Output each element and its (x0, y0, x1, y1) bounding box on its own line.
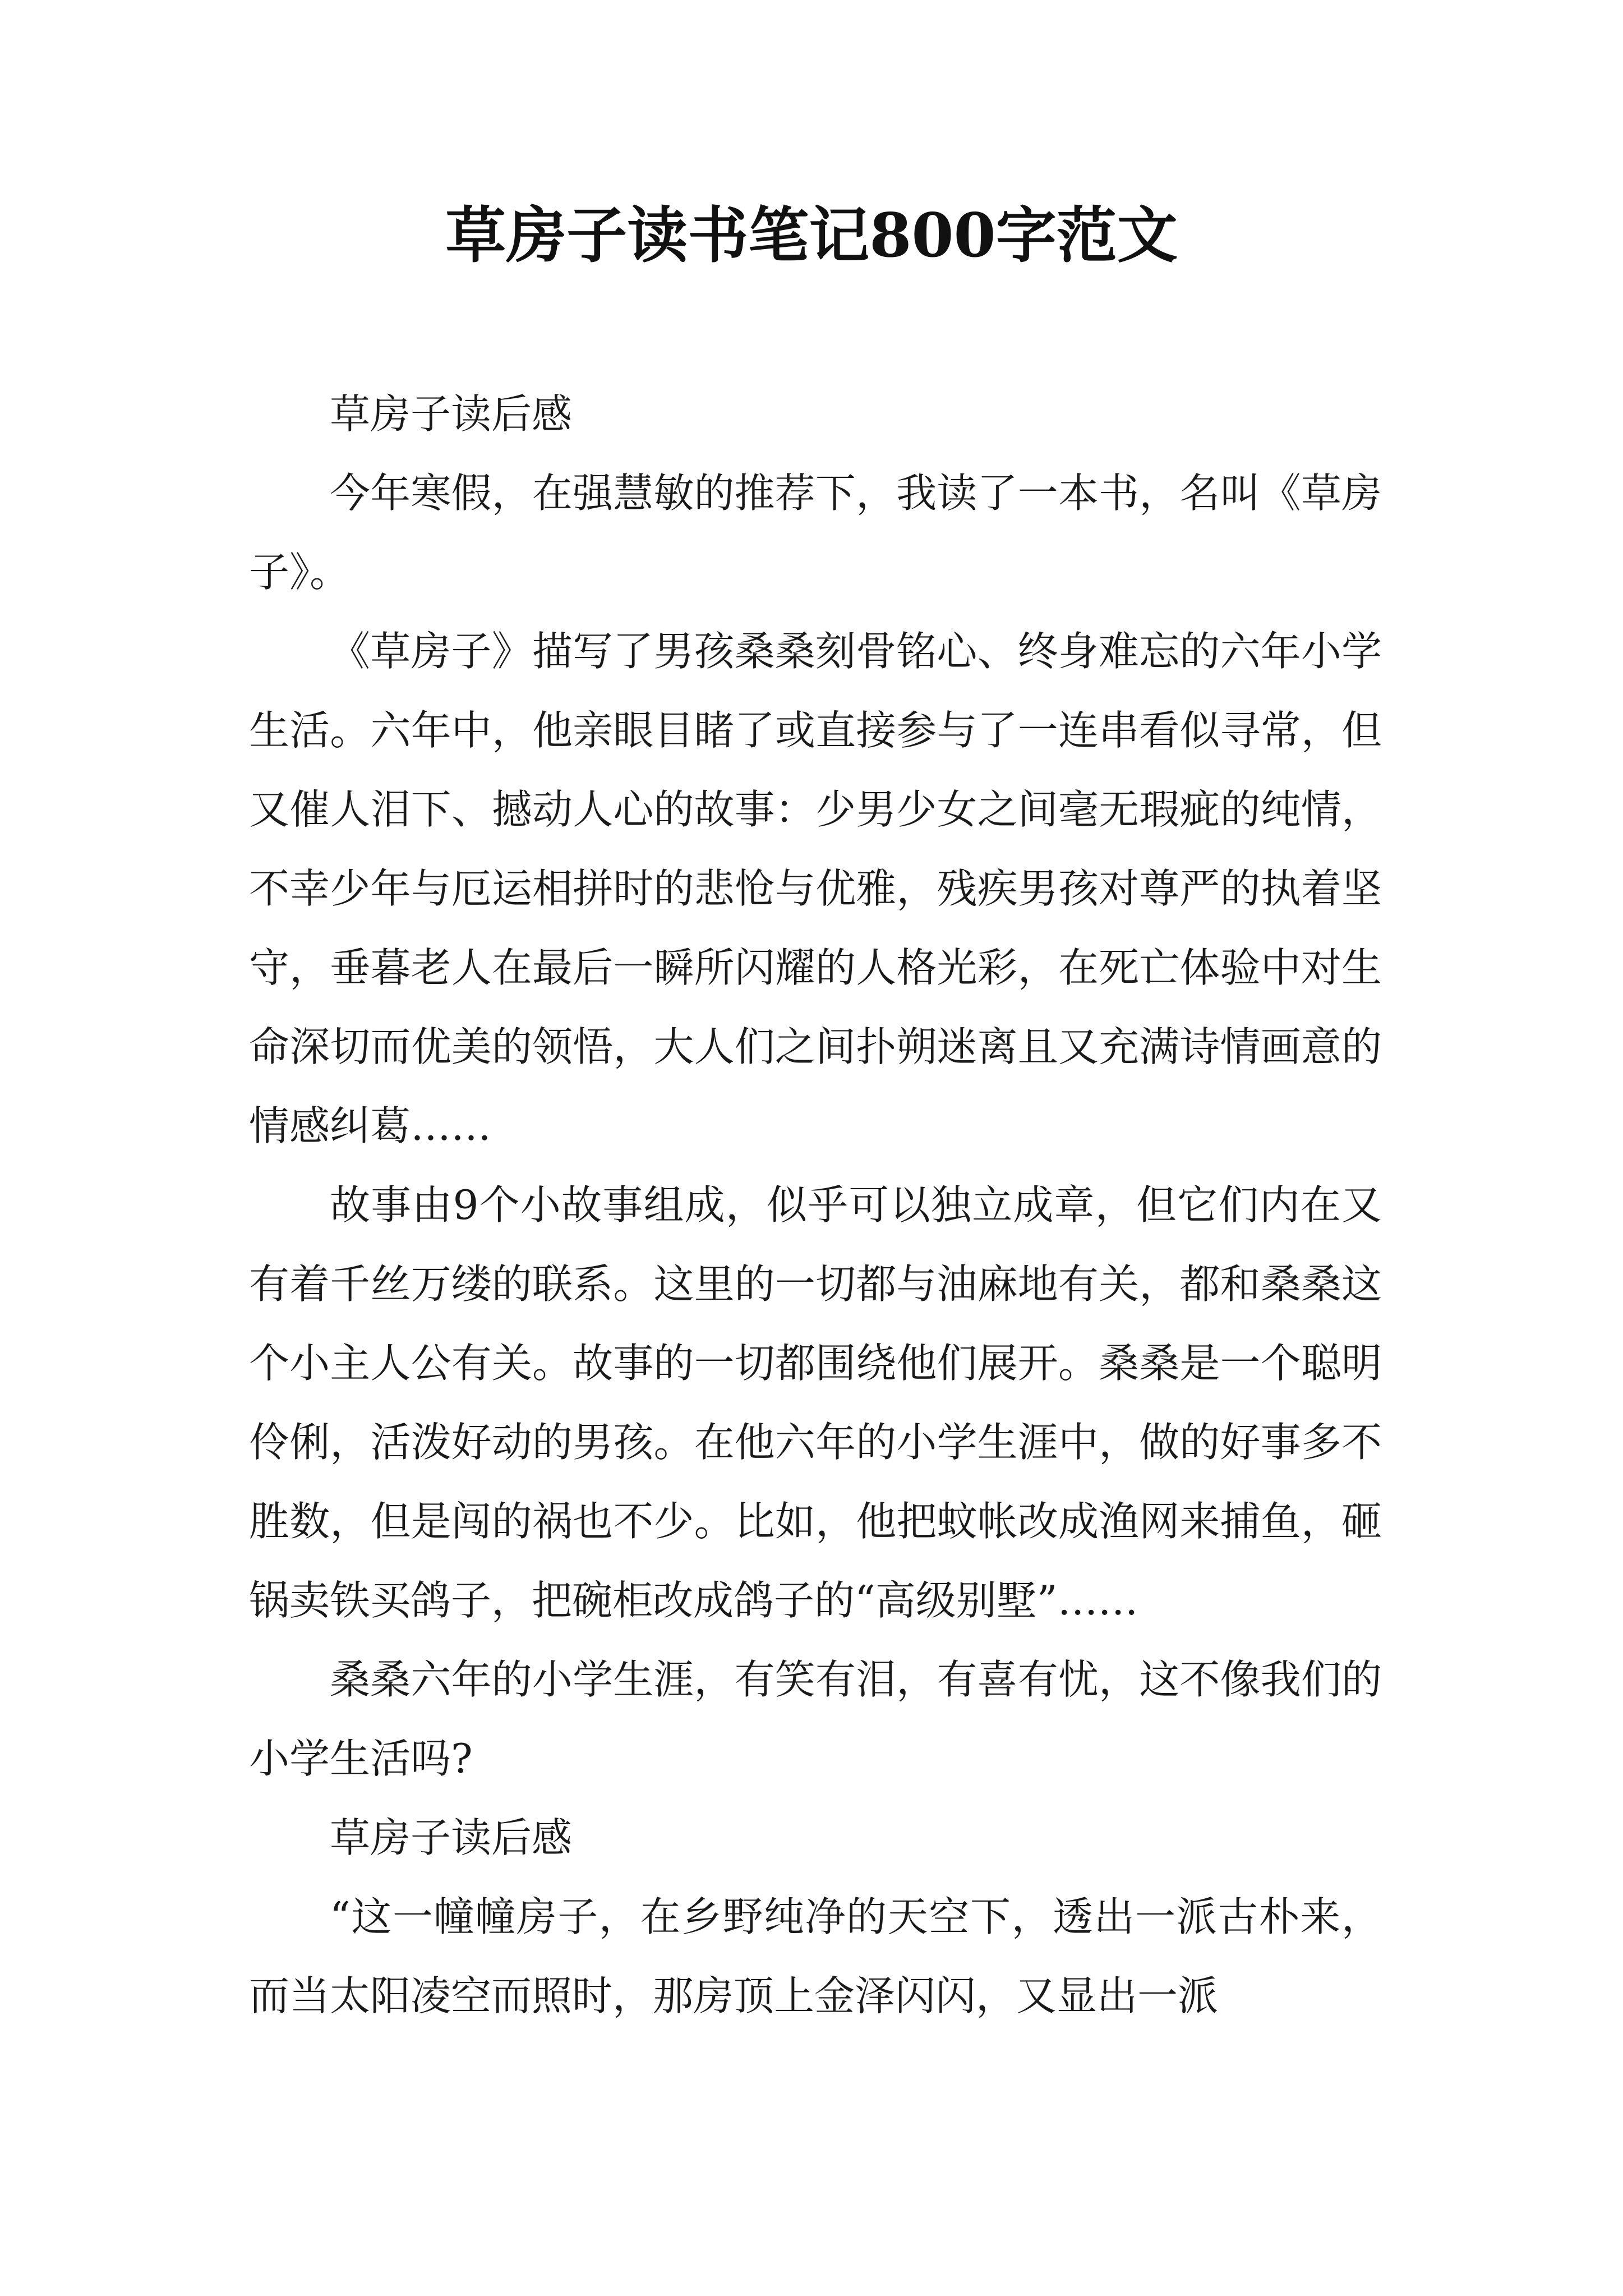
section-heading: 草房子读后感 (330, 1814, 573, 1861)
paragraph: 《草房子》描写了男孩桑桑刻骨铭心、终身难忘的六年小学生活。六年中，他亲眼目睹了或直接参与了一连串看似寻常，但又催人泪下、撼动人心的故事：少男少女之间毫无瑕疵的纯情，不幸少年与厄运相拼时的悲怆与优雅，残疾男孩对尊严的执着坚守，垂暮老人在最后一瞬所闪耀的人格光彩，在死亡体验中对生命深切而优美的领悟，大人们之间扑朔迷离且又充满诗情画意的情感纠葛…… (249, 628, 1382, 1149)
section-heading: 草房子读后感 (330, 390, 573, 438)
document-title: 草房子读书笔记800字范文 (445, 200, 1178, 271)
paragraph: 今年寒假，在强慧敏的推荐下，我读了一本书，名叫《草房子》。 (249, 470, 1382, 596)
document-body (249, 375, 1382, 2036)
paragraph: 故事由9个小故事组成，似乎可以独立成章，但它们内在又有着千丝万缕的联系。这里的一切都与油麻地有关，都和桑桑这个小主人公有关。故事的一切都围绕他们展开。桑桑是一个聪明伶俐，活泼好动的男孩。在他六年的小学生涯中，做的好事多不胜数，但是闯的祸也不少。比如，他把蚊帐改成渔网来捕鱼，砸锅卖铁买鸽子，把碗柜改成鸽子的“高级别墅”…… (249, 1181, 1382, 1624)
paragraph: 桑桑六年的小学生涯，有笑有泪，有喜有忧，这不像我们的小学生活吗? (249, 1656, 1382, 1782)
paragraph: “这一幢幢房子，在乡野纯净的天空下，透出一派古朴来，而当太阳凌空而照时，那房顶上金泽闪闪，又显出一派 (249, 1893, 1382, 2019)
